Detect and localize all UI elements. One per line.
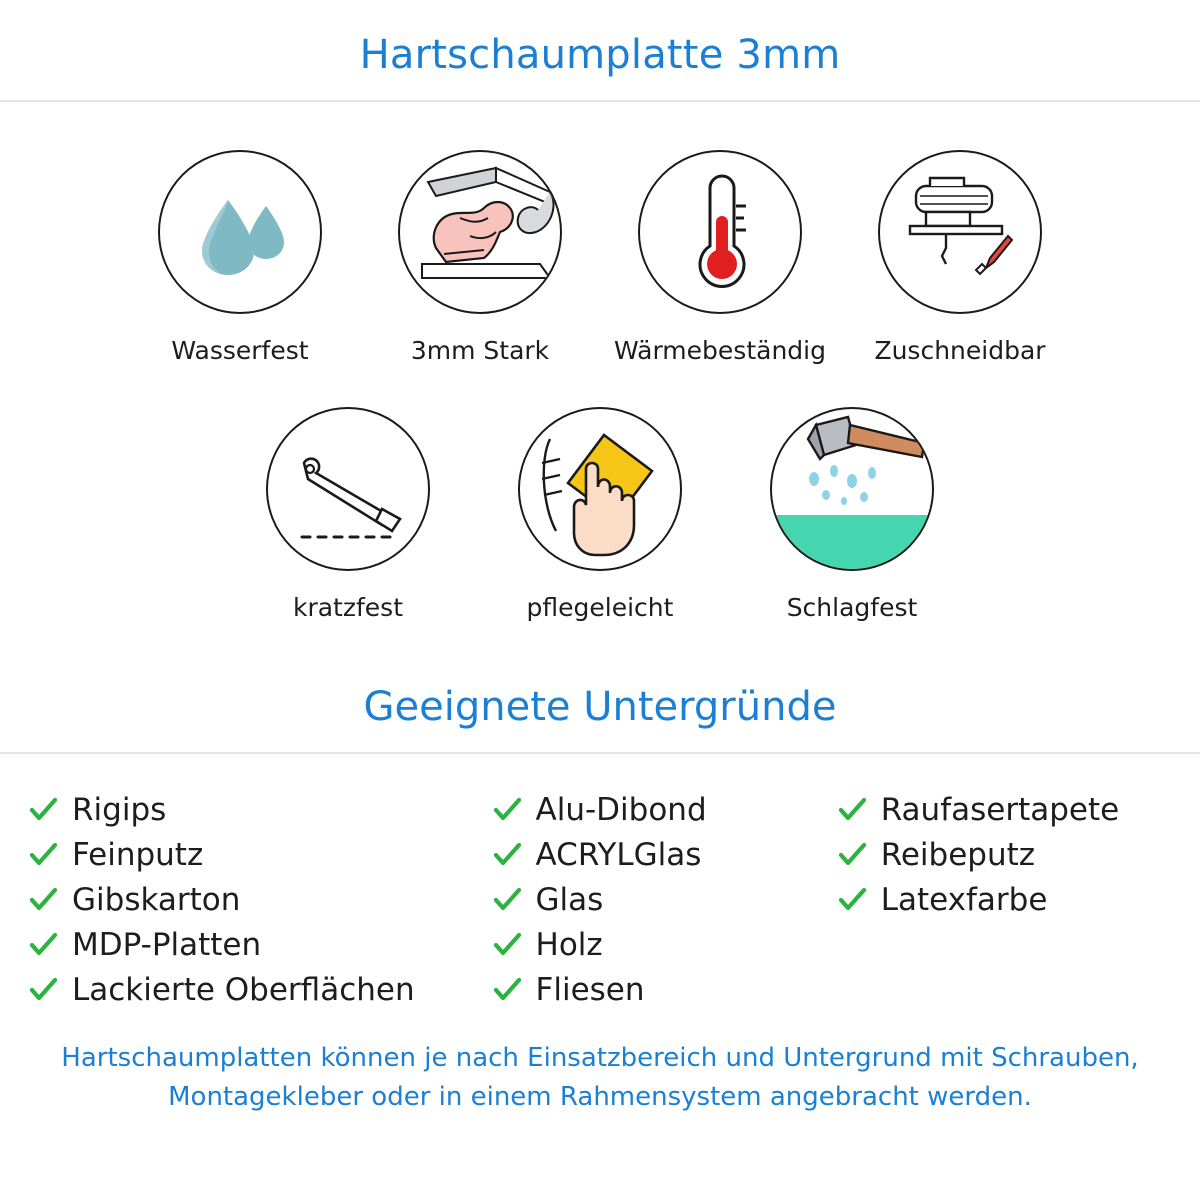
list-item (837, 790, 1172, 831)
divider-top (0, 100, 1200, 102)
feature-wasserfest (140, 150, 340, 365)
list-item (28, 880, 492, 921)
check-icon (492, 795, 522, 825)
check-icon (28, 795, 58, 825)
list-item-label: Glas (535, 881, 604, 918)
substrates-column-2 (492, 790, 837, 1011)
feature-waermebestaendig (614, 150, 826, 365)
page-title: Hartschaumplatte 3mm (359, 32, 841, 78)
list-item-label: Holz (535, 926, 603, 963)
substrates-list (0, 790, 1200, 1011)
feature-label: Wärmebeständig (614, 336, 826, 365)
divider-middle (0, 752, 1200, 754)
knife-scratch-icon (266, 407, 430, 571)
feature-label: Schlagfest (786, 593, 918, 622)
list-item-label: MDP-Platten (72, 926, 262, 963)
list-item-label: Latexfarbe (880, 881, 1048, 918)
feature-pflegeleicht (500, 407, 700, 622)
substrates-title: Geeignete Untergründe (363, 684, 837, 730)
list-item (28, 925, 492, 966)
list-item-label: Raufasertapete (880, 792, 1120, 828)
list-item (837, 880, 1172, 921)
jigsaw-cutter-icon (878, 150, 1042, 314)
check-icon (492, 885, 522, 915)
list-item-label: Alu-Dibond (535, 792, 707, 828)
list-item (837, 835, 1172, 876)
list-item (492, 835, 837, 876)
list-item (492, 925, 837, 966)
feature-schlagfest (752, 407, 952, 622)
list-item (28, 790, 492, 831)
list-item (492, 880, 837, 921)
check-icon (28, 840, 58, 870)
hand-cloth-icon (518, 407, 682, 571)
list-item-label: Fliesen (535, 971, 645, 1008)
strong-arm-icon (398, 150, 562, 314)
check-icon (28, 975, 58, 1005)
check-icon (837, 795, 867, 825)
check-icon (837, 840, 867, 870)
list-item-label: ACRYLGlas (535, 836, 702, 873)
list-item (28, 835, 492, 876)
list-item (492, 970, 837, 1011)
substrates-column-3 (837, 790, 1172, 1011)
feature-label: pflegeleicht (526, 593, 674, 622)
list-item-label: Feinputz (72, 836, 204, 873)
feature-label: kratzfest (292, 593, 403, 622)
feature-label: 3mm Stark (410, 336, 550, 365)
list-item (492, 790, 837, 831)
feature-zuschneidbar (860, 150, 1060, 365)
water-drop-icon (158, 150, 322, 314)
feature-row-1 (0, 150, 1200, 365)
list-item-label: Lackierte Oberflächen (72, 971, 415, 1008)
feature-kratzfest (248, 407, 448, 622)
feature-3mm-stark (380, 150, 580, 365)
list-item-label: Gibskarton (72, 881, 241, 918)
list-item-label: Rigips (72, 792, 167, 828)
check-icon (837, 885, 867, 915)
footnote-text: Hartschaumplatten können je nach Einsatzbereich und Untergrund mit Schrauben, Montagekleber oder in einem Rahmensystem angebracht werden. (61, 1042, 1139, 1112)
check-icon (28, 930, 58, 960)
thermometer-icon (638, 150, 802, 314)
list-item-label: Reibeputz (880, 836, 1036, 873)
check-icon (28, 885, 58, 915)
feature-label: Wasserfest (171, 336, 309, 365)
substrates-column-1 (28, 790, 492, 1011)
check-icon (492, 975, 522, 1005)
check-icon (492, 840, 522, 870)
feature-row-2 (0, 407, 1200, 622)
check-icon (492, 930, 522, 960)
feature-label: Zuschneidbar (874, 336, 1046, 365)
list-item (28, 970, 492, 1011)
hammer-impact-icon (770, 407, 934, 571)
